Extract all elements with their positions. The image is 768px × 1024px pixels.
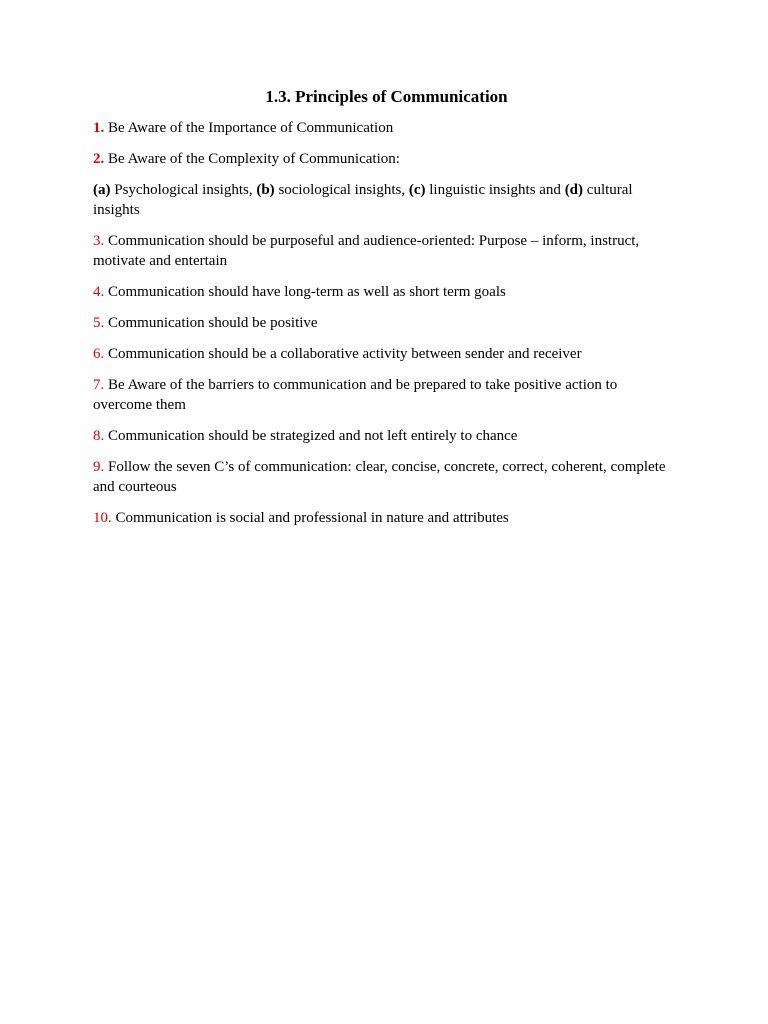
item-text: Communication should be strategized and not left entirely to chance: [104, 428, 518, 444]
item-number: 5.: [93, 315, 105, 331]
principle-item-10: [93, 508, 672, 528]
page-title: 1.3. Principles of Communication: [265, 87, 508, 106]
principle-item-8: [93, 426, 672, 446]
item-text: Follow the seven C’s of communication: clear, concise, concrete, correct, coherent, complete and courteous: [93, 459, 666, 495]
item-number: 3.: [93, 233, 105, 249]
item-text: Communication should have long-term as well as short term goals: [104, 284, 506, 300]
principle-item-9: [93, 457, 672, 497]
item-text: Be Aware of the barriers to communication and be prepared to take positive action to overcome them: [93, 377, 618, 413]
insight-label-d: (d): [564, 182, 584, 198]
insight-label-b: (b): [256, 182, 275, 198]
insight-text-c: linguistic insights and: [425, 182, 565, 198]
principle-item-5: [93, 313, 672, 333]
item-number: 2.: [93, 151, 105, 167]
insight-label-a: (a): [93, 182, 111, 198]
item-text: Communication should be purposeful and audience-oriented: Purpose – inform, instruct, motivate and entertain: [93, 233, 640, 269]
item-number: 1.: [93, 120, 105, 136]
insight-text-a: Psychological insights,: [110, 182, 257, 198]
principle-item-2: [93, 149, 672, 169]
item-text: Communication should be positive: [104, 315, 318, 331]
principle-item-1: [93, 118, 672, 138]
item-number: 9.: [93, 459, 105, 475]
insight-text-d: cultural insights: [93, 182, 633, 218]
principle-item-4: [93, 282, 672, 302]
principle-item-6: [93, 344, 672, 364]
item-number: 8.: [93, 428, 105, 444]
principle-item-7: [93, 375, 672, 415]
item-number: 7.: [93, 377, 105, 393]
item-text: Communication is social and professional in nature and attributes: [111, 510, 509, 526]
item-number: 4.: [93, 284, 105, 300]
principle-item-3: [93, 231, 672, 271]
item-number: 10.: [93, 510, 112, 526]
item-number: 6.: [93, 346, 105, 362]
insight-text-b: sociological insights,: [274, 182, 409, 198]
item-text: Communication should be a collaborative activity between sender and receiver: [104, 346, 582, 362]
item-text: Be Aware of the Complexity of Communication:: [104, 151, 400, 167]
complexity-insights: [93, 180, 672, 220]
insight-label-c: (c): [408, 182, 426, 198]
item-text: Be Aware of the Importance of Communication: [104, 120, 394, 136]
